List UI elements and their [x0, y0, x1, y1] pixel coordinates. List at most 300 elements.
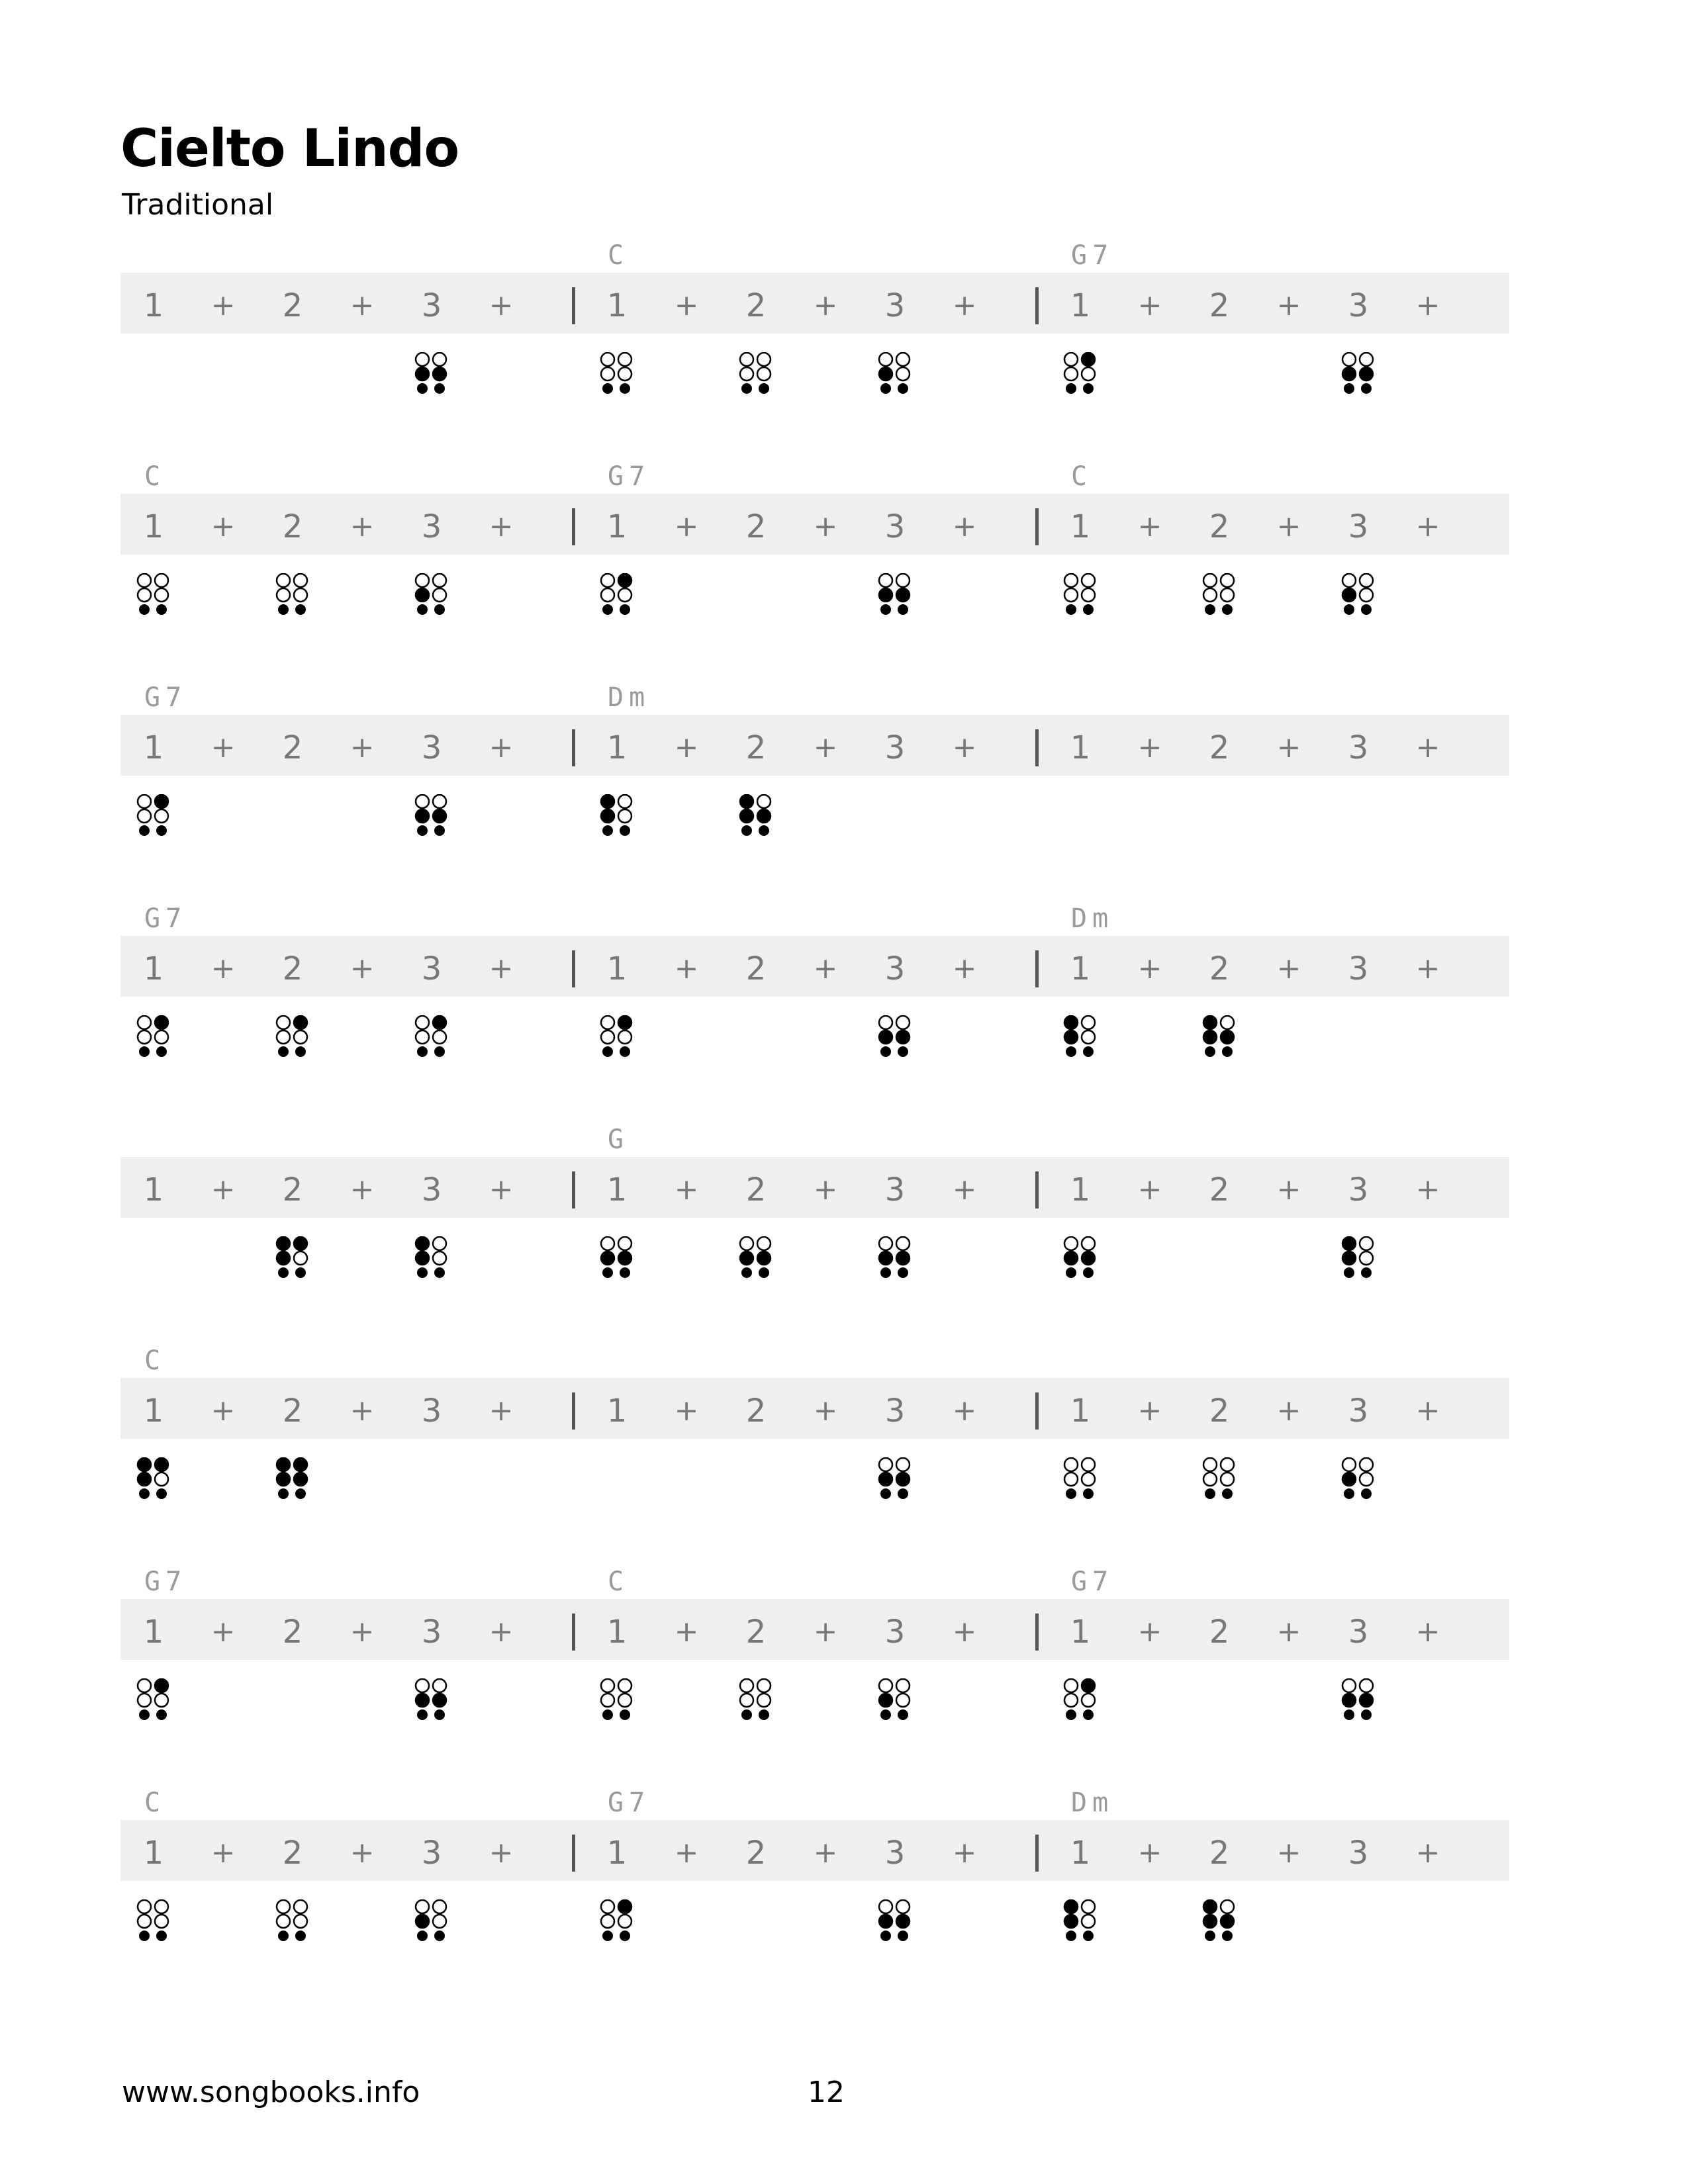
thumb-hole [742, 1268, 751, 1277]
thumb-hole [1344, 1268, 1354, 1277]
barline [572, 1392, 575, 1430]
beat-count: 1 [1070, 1392, 1091, 1430]
song-title: Cielto Lindo [120, 119, 459, 179]
open-hole [1221, 1473, 1234, 1486]
chord-symbol: C [608, 1567, 630, 1597]
thumb-hole [418, 826, 427, 835]
open-hole [896, 1458, 910, 1471]
open-hole [601, 588, 614, 602]
thumb-hole [140, 826, 149, 835]
barline [572, 287, 575, 324]
thumb-hole [1066, 1931, 1076, 1940]
thumb-hole [603, 605, 612, 614]
and-count: + [952, 1394, 977, 1428]
open-hole [1082, 1694, 1095, 1707]
covered-hole [294, 1016, 307, 1029]
and-count: + [489, 1615, 514, 1649]
thumb-hole [1205, 1047, 1215, 1056]
thumb-hole [1205, 605, 1215, 614]
thumb-hole [435, 605, 444, 614]
ocarina-fingering-icon [876, 1457, 914, 1505]
covered-hole [1203, 1900, 1217, 1913]
thumb-hole [1362, 384, 1371, 393]
beat-count: 3 [884, 1614, 906, 1651]
open-hole [601, 1030, 614, 1044]
open-hole [155, 1030, 168, 1044]
open-hole [1064, 574, 1078, 587]
open-hole [277, 574, 290, 587]
thumb-hole [742, 826, 751, 835]
covered-hole [1221, 1915, 1234, 1928]
open-hole [294, 1030, 307, 1044]
open-hole [618, 353, 632, 366]
beat-count: 2 [1209, 950, 1230, 987]
open-hole [896, 1694, 910, 1707]
thumb-hole [881, 384, 890, 393]
open-hole [1203, 574, 1217, 587]
ocarina-fingering-icon [1062, 1457, 1099, 1505]
open-hole [433, 1900, 446, 1913]
covered-hole [896, 588, 910, 602]
ocarina-fingering-icon [1340, 1678, 1377, 1726]
ocarina-fingering-icon [1062, 1899, 1099, 1947]
open-hole [1221, 1900, 1234, 1913]
thumb-hole [759, 384, 769, 393]
tab-system [0, 905, 1688, 1104]
covered-hole [618, 574, 632, 587]
ocarina-fingering-icon [274, 1899, 311, 1947]
beat-count: 1 [606, 1392, 628, 1430]
covered-hole [433, 1016, 446, 1029]
ocarina-fingering-icon [1201, 1899, 1238, 1947]
beat-count: 3 [1348, 1614, 1369, 1651]
beat-count: 3 [421, 287, 442, 324]
covered-hole [1064, 1016, 1078, 1029]
open-hole [277, 1900, 290, 1913]
beat-count: 3 [884, 729, 906, 766]
open-hole [1082, 1237, 1095, 1250]
thumb-hole [898, 1489, 908, 1498]
page-number: 12 [808, 2075, 845, 2109]
open-hole [1342, 1679, 1356, 1692]
beat-count: 2 [745, 729, 767, 766]
thumb-hole [157, 605, 166, 614]
beat-count: 1 [606, 1835, 628, 1872]
barline [1035, 1614, 1039, 1651]
and-count: + [674, 510, 699, 543]
and-count: + [674, 1615, 699, 1649]
thumb-hole [296, 1489, 305, 1498]
covered-hole [757, 809, 771, 823]
open-hole [1360, 353, 1373, 366]
covered-hole [1082, 353, 1095, 366]
and-count: + [350, 1394, 375, 1428]
covered-hole [433, 1694, 446, 1707]
and-count: + [1276, 731, 1301, 764]
and-count: + [952, 1615, 977, 1649]
beat-count: 3 [421, 950, 442, 987]
thumb-hole [1344, 1489, 1354, 1498]
beat-count: 2 [745, 287, 767, 324]
thumb-hole [296, 605, 305, 614]
beat-count: 2 [745, 508, 767, 545]
covered-hole [1342, 1694, 1356, 1707]
thumb-hole [603, 1710, 612, 1719]
ocarina-fingering-icon [598, 1899, 635, 1947]
and-count: + [1137, 289, 1162, 322]
and-count: + [211, 510, 236, 543]
thumb-hole [620, 1710, 630, 1719]
barline [572, 729, 575, 766]
open-hole [618, 795, 632, 808]
thumb-hole [1084, 1489, 1093, 1498]
and-count: + [1415, 731, 1440, 764]
open-hole [138, 1679, 151, 1692]
covered-hole [1082, 1251, 1095, 1265]
open-hole [138, 1915, 151, 1928]
open-hole [294, 574, 307, 587]
covered-hole [416, 1915, 429, 1928]
open-hole [879, 353, 892, 366]
covered-hole [601, 1251, 614, 1265]
thumb-hole [1362, 1489, 1371, 1498]
ocarina-fingering-icon [598, 573, 635, 621]
thumb-hole [881, 1268, 890, 1277]
open-hole [618, 1237, 632, 1250]
chord-symbol: C [144, 1345, 166, 1376]
ocarina-fingering-icon [876, 1015, 914, 1063]
open-hole [155, 588, 168, 602]
covered-hole [1221, 1030, 1234, 1044]
thumb-hole [898, 1047, 908, 1056]
open-hole [433, 795, 446, 808]
open-hole [294, 1900, 307, 1913]
open-hole [1360, 588, 1373, 602]
open-hole [277, 1915, 290, 1928]
and-count: + [952, 1173, 977, 1206]
open-hole [879, 574, 892, 587]
and-count: + [350, 510, 375, 543]
and-count: + [350, 1836, 375, 1870]
open-hole [618, 1694, 632, 1707]
chord-symbol: G7 [144, 682, 187, 713]
footer-url[interactable]: www.songbooks.info [122, 2075, 420, 2109]
covered-hole [155, 1016, 168, 1029]
thumb-hole [157, 1931, 166, 1940]
and-count: + [952, 289, 977, 322]
open-hole [416, 353, 429, 366]
covered-hole [1064, 1030, 1078, 1044]
ocarina-fingering-icon [876, 1678, 914, 1726]
ocarina-fingering-icon [1062, 1015, 1099, 1063]
barline [1035, 287, 1039, 324]
open-hole [155, 1473, 168, 1486]
beat-count: 2 [1209, 729, 1230, 766]
ocarina-fingering-icon [737, 1678, 774, 1726]
beat-count: 1 [606, 508, 628, 545]
ocarina-fingering-icon [413, 573, 450, 621]
open-hole [277, 1016, 290, 1029]
chord-symbol: C [144, 461, 166, 492]
thumb-hole [603, 1047, 612, 1056]
open-hole [433, 1030, 446, 1044]
open-hole [155, 1900, 168, 1913]
and-count: + [1415, 289, 1440, 322]
thumb-hole [435, 1931, 444, 1940]
thumb-hole [742, 1710, 751, 1719]
ocarina-fingering-icon [737, 352, 774, 400]
ocarina-fingering-icon [737, 1236, 774, 1284]
beat-count: 3 [1348, 1392, 1369, 1430]
and-count: + [1276, 1836, 1301, 1870]
thumb-hole [1066, 605, 1076, 614]
and-count: + [1276, 1394, 1301, 1428]
covered-hole [1203, 1030, 1217, 1044]
beat-count: 1 [143, 1835, 164, 1872]
ocarina-fingering-icon [274, 1015, 311, 1063]
thumb-hole [1066, 1268, 1076, 1277]
barline [1035, 1835, 1039, 1872]
open-hole [618, 1915, 632, 1928]
thumb-hole [1362, 1710, 1371, 1719]
and-count: + [350, 289, 375, 322]
chord-symbol: G7 [144, 1567, 187, 1597]
open-hole [433, 1237, 446, 1250]
open-hole [1360, 1237, 1373, 1250]
ocarina-fingering-icon [274, 1457, 311, 1505]
open-hole [1221, 1016, 1234, 1029]
beat-count: 3 [884, 287, 906, 324]
ocarina-fingering-icon [1062, 1678, 1099, 1726]
thumb-hole [1066, 1489, 1076, 1498]
ocarina-fingering-icon [135, 794, 172, 842]
thumb-hole [898, 1268, 908, 1277]
thumb-hole [759, 826, 769, 835]
thumb-hole [296, 1931, 305, 1940]
open-hole [433, 574, 446, 587]
beat-count: 3 [421, 1614, 442, 1651]
covered-hole [416, 367, 429, 381]
beat-count: 2 [282, 508, 303, 545]
covered-hole [433, 367, 446, 381]
covered-hole [1342, 1251, 1356, 1265]
barline [572, 1171, 575, 1208]
and-count: + [350, 1615, 375, 1649]
beat-count: 2 [1209, 1171, 1230, 1208]
and-count: + [1137, 952, 1162, 985]
and-count: + [211, 1615, 236, 1649]
open-hole [138, 1016, 151, 1029]
open-hole [757, 353, 771, 366]
chord-symbol: G7 [144, 903, 187, 934]
open-hole [1203, 1473, 1217, 1486]
covered-hole [416, 1694, 429, 1707]
ocarina-fingering-icon [1340, 1236, 1377, 1284]
open-hole [896, 1679, 910, 1692]
and-count: + [952, 731, 977, 764]
open-hole [601, 353, 614, 366]
open-hole [1360, 1679, 1373, 1692]
thumb-hole [881, 1931, 890, 1940]
covered-hole [1342, 588, 1356, 602]
and-count: + [489, 952, 514, 985]
and-count: + [674, 1836, 699, 1870]
thumb-hole [603, 384, 612, 393]
ocarina-fingering-icon [876, 352, 914, 400]
open-hole [1082, 1473, 1095, 1486]
and-count: + [350, 1173, 375, 1206]
ocarina-fingering-icon [135, 1899, 172, 1947]
open-hole [1082, 367, 1095, 381]
open-hole [757, 795, 771, 808]
thumb-hole [279, 605, 288, 614]
open-hole [1342, 574, 1356, 587]
beat-count: 3 [884, 1835, 906, 1872]
open-hole [740, 1679, 753, 1692]
open-hole [618, 809, 632, 823]
thumb-hole [620, 605, 630, 614]
open-hole [618, 1030, 632, 1044]
tab-system [0, 1347, 1688, 1546]
thumb-hole [418, 605, 427, 614]
thumb-hole [157, 1489, 166, 1498]
open-hole [138, 574, 151, 587]
thumb-hole [898, 1931, 908, 1940]
ocarina-fingering-icon [413, 1015, 450, 1063]
thumb-hole [1362, 605, 1371, 614]
thumb-hole [1084, 605, 1093, 614]
beat-count: 2 [1209, 1614, 1230, 1651]
open-hole [740, 353, 753, 366]
barline [1035, 1171, 1039, 1208]
and-count: + [813, 1615, 838, 1649]
open-hole [138, 588, 151, 602]
and-count: + [813, 1394, 838, 1428]
barline [572, 1614, 575, 1651]
barline [572, 508, 575, 545]
thumb-hole [1084, 1931, 1093, 1940]
beat-count: 1 [143, 1171, 164, 1208]
ocarina-fingering-icon [1340, 573, 1377, 621]
beat-count: 1 [143, 1614, 164, 1651]
thumb-hole [1084, 384, 1093, 393]
beat-count: 1 [143, 950, 164, 987]
beat-count: 2 [745, 1392, 767, 1430]
beat-count: 2 [1209, 287, 1230, 324]
covered-hole [1082, 1679, 1095, 1692]
open-hole [618, 367, 632, 381]
beat-count: 1 [1070, 1835, 1091, 1872]
open-hole [601, 1237, 614, 1250]
thumb-hole [296, 1047, 305, 1056]
beat-count: 3 [884, 1392, 906, 1430]
thumb-hole [603, 826, 612, 835]
ocarina-fingering-icon [737, 794, 774, 842]
and-count: + [813, 1173, 838, 1206]
open-hole [1064, 588, 1078, 602]
open-hole [1082, 1458, 1095, 1471]
open-hole [879, 1679, 892, 1692]
thumb-hole [418, 1047, 427, 1056]
covered-hole [879, 1694, 892, 1707]
beat-count: 3 [1348, 1835, 1369, 1872]
beat-count: 2 [1209, 1835, 1230, 1872]
thumb-hole [1223, 1931, 1232, 1940]
song-composer: Traditional [122, 188, 274, 222]
and-count: + [1276, 1173, 1301, 1206]
barline [1035, 1392, 1039, 1430]
ocarina-fingering-icon [598, 1236, 635, 1284]
beat-count: 3 [1348, 729, 1369, 766]
beat-count: 2 [745, 1835, 767, 1872]
and-count: + [674, 1173, 699, 1206]
and-count: + [674, 731, 699, 764]
open-hole [155, 809, 168, 823]
and-count: + [489, 1836, 514, 1870]
ocarina-fingering-icon [598, 1015, 635, 1063]
thumb-hole [1344, 384, 1354, 393]
ocarina-fingering-icon [1062, 1236, 1099, 1284]
ocarina-fingering-icon [1201, 573, 1238, 621]
beat-count: 1 [143, 508, 164, 545]
thumb-hole [435, 1268, 444, 1277]
covered-hole [1203, 1915, 1217, 1928]
covered-hole [1342, 1473, 1356, 1486]
and-count: + [1276, 510, 1301, 543]
beat-count: 1 [143, 287, 164, 324]
covered-hole [138, 1473, 151, 1486]
covered-hole [879, 588, 892, 602]
and-count: + [1415, 1173, 1440, 1206]
open-hole [1221, 588, 1234, 602]
beat-count: 1 [1070, 287, 1091, 324]
tab-system [0, 1569, 1688, 1767]
and-count: + [211, 1394, 236, 1428]
thumb-hole [898, 384, 908, 393]
chord-symbol: Dm [1071, 1788, 1114, 1818]
and-count: + [952, 510, 977, 543]
open-hole [601, 1694, 614, 1707]
thumb-hole [620, 1931, 630, 1940]
thumb-hole [1205, 1489, 1215, 1498]
open-hole [879, 1016, 892, 1029]
tab-system [0, 1790, 1688, 1988]
open-hole [1203, 1458, 1217, 1471]
barline [1035, 729, 1039, 766]
covered-hole [416, 588, 429, 602]
thumb-hole [157, 1710, 166, 1719]
thumb-hole [898, 1710, 908, 1719]
open-hole [1064, 353, 1078, 366]
thumb-hole [742, 384, 751, 393]
open-hole [1082, 1030, 1095, 1044]
ocarina-fingering-icon [274, 1236, 311, 1284]
thumb-hole [881, 1047, 890, 1056]
open-hole [601, 367, 614, 381]
and-count: + [1276, 289, 1301, 322]
open-hole [1342, 353, 1356, 366]
covered-hole [740, 809, 753, 823]
and-count: + [211, 731, 236, 764]
open-hole [155, 1694, 168, 1707]
open-hole [896, 1237, 910, 1250]
beat-count: 2 [282, 1835, 303, 1872]
and-count: + [813, 731, 838, 764]
thumb-hole [157, 1047, 166, 1056]
covered-hole [618, 1251, 632, 1265]
beat-count: 3 [421, 729, 442, 766]
covered-hole [896, 1915, 910, 1928]
